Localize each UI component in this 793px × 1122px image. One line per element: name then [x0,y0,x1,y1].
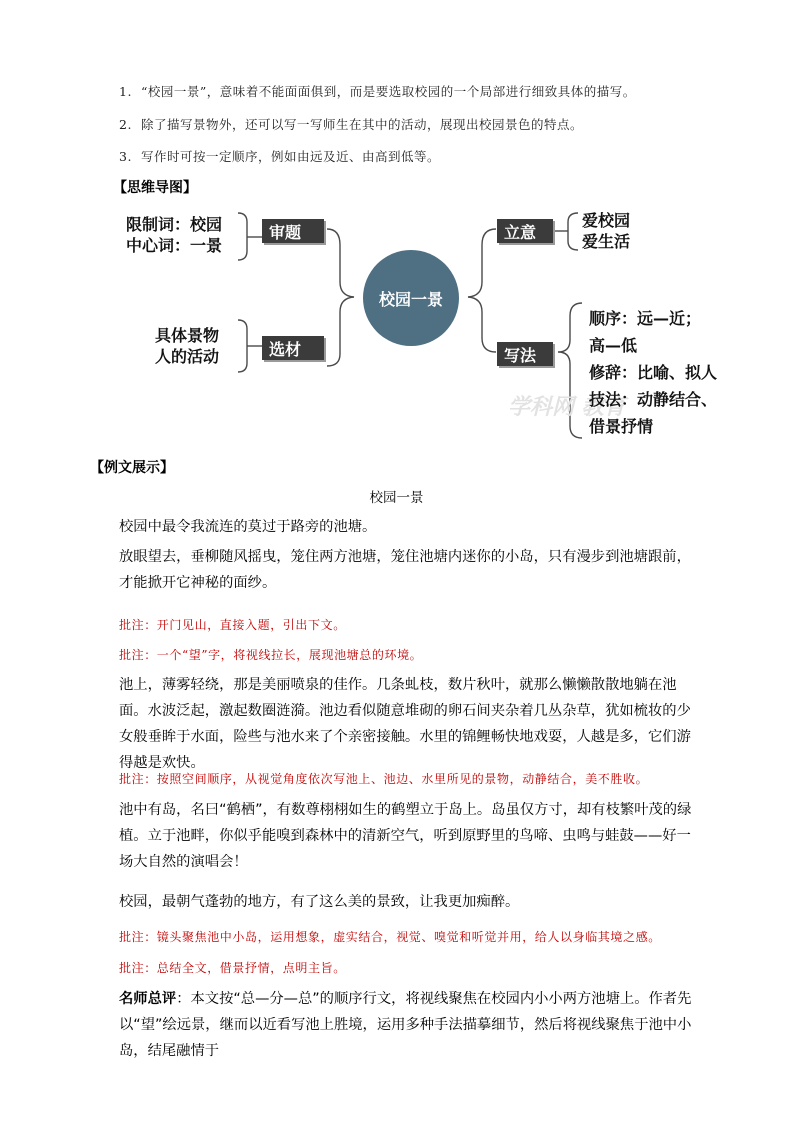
tip-3: 3. 写作时可按一定顺序，例如由远及近、由高到低等。 [119,149,441,164]
xiefa-box: 写法 [497,342,553,366]
teacher-comment-text: ：本文按“总—分—总”的顺序行文，将视线聚焦在校园内小小两方池塘上。作者先以“望”绘远景，继而以近看写池上胜境，运用多种手法描摹细节，然后将视线聚焦于池中小岛，结尾融情于 [119,991,692,1059]
left-bottom-text: 具体景物 人的活动 [155,326,220,366]
watermark: 学科网 教育 [508,395,626,420]
connector-left-main [327,229,354,366]
annotation-3: 批注：按照空间顺序，从视觉角度依次写池上、池边、水里所见的景物，动静结合，美不胜收。 [119,772,649,786]
tip-2: 2. 除了描写景物外，还可以写一写师生在其中的活动，展现出校园景色的特点。 [119,117,584,132]
essay-paragraph-5: 校园，最朝气蓬勃的地方，有了这么美的景致，让我更加痴醉。 [119,894,520,910]
right-bottom-text: 顺序：远—近； 高—低 修辞：比喻、拟人 技法：动静结合、 借景抒情 [589,309,718,436]
tip-1: 1. “校园一景”，意味着不能面面俱到，而是要选取校园的一个局部进行细致具体的描写。 [119,84,636,99]
essay-title: 校园一景 [369,490,424,506]
liyi-box: 立意 [497,219,553,243]
essay-paragraph-3: 池上，薄雾轻绕，那是美丽喷泉的佳作。几条虬枝，数片秋叶，就那么懒懒散散地躺在池面。水波泛起，激起数圈涟漪。池边看似随意堆砌的卵石间夹杂着几丛杂草，犹如梳妆的少女般垂眸于水面，险些与池水来了个亲密接触。水里的锦鲤畅快地戏耍，人越是多，它们游得越是欢快。 [119,677,691,771]
annotation-5: 批注：总结全文，借景抒情，点明主旨。 [119,961,346,975]
mindmap-heading: 【思维导图】 [113,180,197,196]
essay-paragraph-2: 放眼望去，垂柳随风摇曳，笼住两方池塘，笼住池塘内迷你的小岛，只有漫步到池塘跟前，才能掀开它神秘的面纱。 [119,549,691,591]
annotation-4: 批注：镜头聚焦池中小岛，运用想象，虚实结合，视觉、嗅觉和听觉并用，给人以身临其境之感。 [119,930,661,944]
annotation-2: 批注：一个“望”字，将视线拉长，展现池塘总的环境。 [119,648,423,662]
connector-right-top-bracket [568,213,578,250]
teacher-comment [119,986,704,1064]
example-heading: 【例文展示】 [90,460,174,476]
annotation-1: 批注：开门见山，直接入题，引出下文。 [119,618,346,632]
essay-paragraph-1: 校园中最令我流连的莫过于路旁的池塘。 [119,519,377,535]
connector-right-main [468,229,496,352]
teacher-comment-label: 名师总评 [119,991,177,1007]
right-top-text: 爱校园 爱生活 [582,211,631,251]
connector-left-top-bracket [238,213,247,260]
xuancai-box: 选材 [262,336,324,360]
center-topic: 校园一景 [363,250,459,346]
shenti-box: 审题 [262,219,324,243]
left-top-text: 限制词：校园 中心词：一景 [126,215,223,255]
essay-paragraph-4: 池中有岛，名曰“鹤栖”，有数尊栩栩如生的鹤塑立于岛上。岛虽仅方寸，却有枝繁叶茂的绿植。立于池畔，你似乎能嗅到森林中的清新空气，听到原野里的鸟啼、虫鸣与蛙鼓——好一场大自然的演唱会！ [119,802,692,870]
connector-left-bottom-bracket [238,320,247,372]
